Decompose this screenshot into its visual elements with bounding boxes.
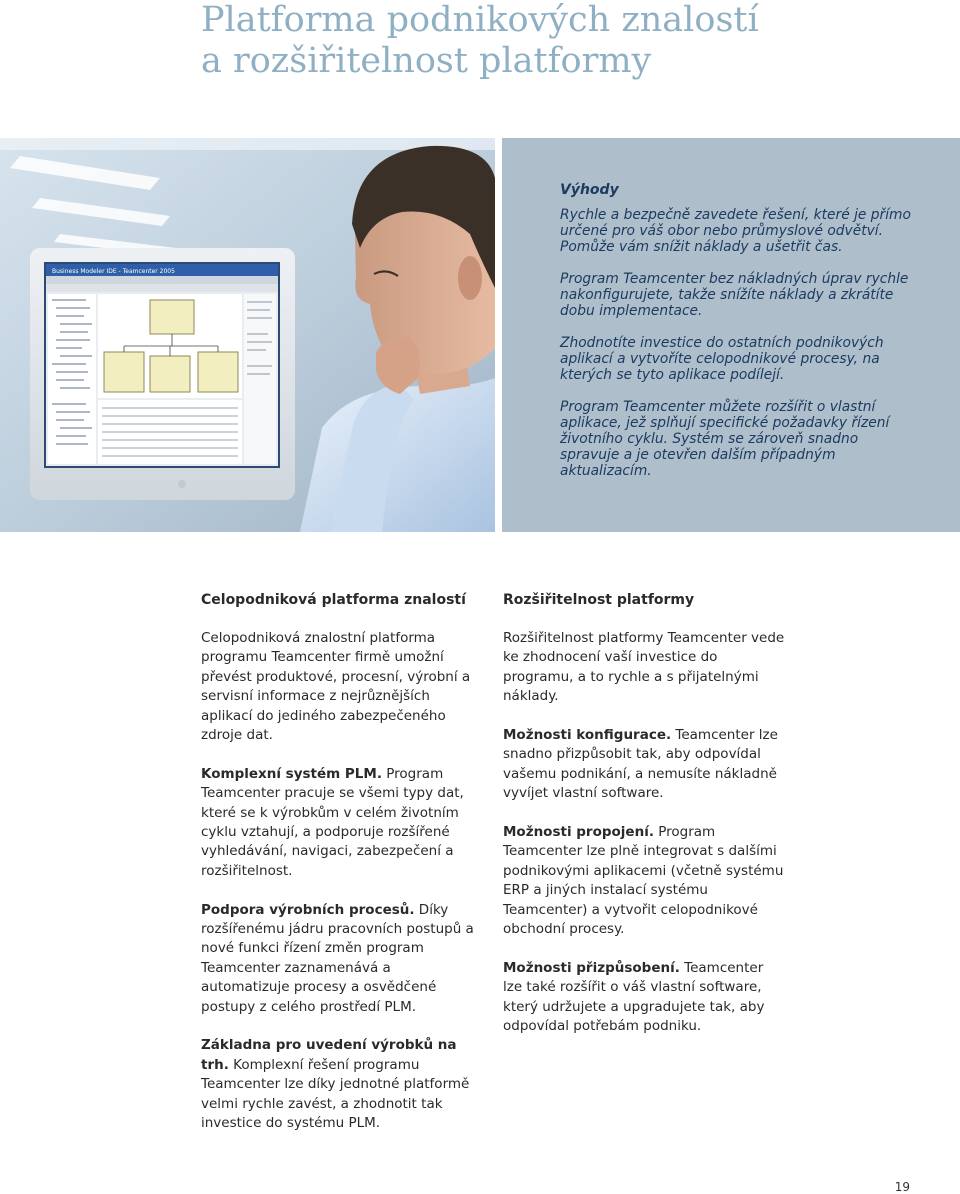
benefit-item: Rychle a bezpečně zavedete řešení, které je přímo určené pro váš obor nebo průmyslové odvětví. Pomůže vám snížit náklady a ušetřit čas. — [560, 207, 911, 255]
title-line-2: a rozšiřitelnost platformy — [201, 41, 652, 81]
paragraph-lead: Možnosti konfigurace. — [503, 727, 672, 744]
paragraph-lead: Komplexní systém PLM. — [201, 765, 382, 782]
office-photo — [0, 138, 495, 532]
paragraph-lead: Základna pro uvedení výrobků na trh. — [201, 1037, 457, 1073]
integration-paragraph — [503, 823, 785, 939]
paragraph-lead: Možnosti přizpůsobení. — [503, 959, 680, 976]
benefits-heading: Výhody — [560, 182, 619, 198]
benefit-item: Program Teamcenter bez nákladných úprav rychle nakonfigurujete, takže snížíte náklady a zkrátíte dobu implementace. — [560, 271, 909, 319]
paragraph-text: Program Teamcenter lze plně integrovat s dalšími podnikovými aplikacemi (včetně systému ERP a jiných instalací systému Teamcenter) a vytvořit celopodnikové obchodní procesy. — [503, 824, 784, 938]
page-number: 19 — [894, 1180, 910, 1194]
benefits-panel — [502, 138, 960, 532]
paragraph-lead: Podpora výrobních procesů. — [201, 901, 415, 918]
market-launch-paragraph — [201, 1036, 483, 1133]
knowledge-platform-intro: Celopodniková znalostní platforma programu Teamcenter firmě umožní převést produktové, procesní, výrobní a servisní informace z nejrůznějších aplikací do jediného zabezpečeného zdroje dat. — [201, 630, 471, 744]
knowledge-platform-column — [201, 590, 483, 1153]
paragraph-text: Díky rozšířenému jádru pracovních postupů a nové funkci řízení změn program Teamcenter zaznamenává a automatizuje procesy a osvědčené postupy z celého prostředí PLM. — [201, 901, 474, 1015]
extensibility-intro: Rozšiřitelnost platformy Teamcenter vede ke zhodnocení vaší investice do programu, a to rychle a s přijatelnými náklady. — [503, 630, 785, 705]
configuration-paragraph — [503, 726, 785, 804]
manufacturing-support-paragraph — [201, 901, 483, 1017]
benefit-item: Program Teamcenter můžete rozšířit o vlastní aplikace, jež splňují specifické požadavky řízení životního cyklu. Systém se zároveň snadno spravuje a je otevřen dalším případným aktualizacím. — [560, 399, 890, 479]
paragraph-text: Teamcenter lze také rozšířit o váš vlastní software, který udržujete a upgradujete tak, aby odpovídal potřebám podniku. — [503, 959, 765, 1035]
paragraph-lead: Možnosti propojení. — [503, 824, 654, 841]
paragraph-text: Komplexní řešení programu Teamcenter lze díky jednotné platformě velmi rychle zavést, a zhodnotit tak investice do systému PLM. — [201, 1056, 470, 1132]
benefit-item: Zhodnotíte investice do ostatních podnikových aplikací a vytvoříte celopodnikové procesy, na kterých se tyto aplikace podílejí. — [560, 335, 884, 383]
window-title: Business Modeler IDE - Teamcenter 2005 — [52, 268, 175, 275]
page-title — [201, 0, 901, 82]
customization-paragraph — [503, 959, 785, 1037]
extensibility-column — [503, 590, 785, 1056]
extensibility-heading: Rozšiřitelnost platformy — [503, 592, 695, 608]
paragraph-text: Program Teamcenter pracuje se všemi typy dat, které se k výrobkům v celém životním cyklu vztahují, a podporuje rozšířené vyhledávání, navigaci, zabezpečení a rozšiřitelnost. — [201, 765, 464, 879]
title-line-1: Platforma podnikových znalostí — [201, 0, 759, 40]
knowledge-platform-heading: Celopodniková platforma znalostí — [201, 592, 466, 608]
paragraph-text: Teamcenter lze snadno přizpůsobit tak, aby odpovídal vašemu podnikání, a nemusíte nákladně vyvíjet vlastní software. — [503, 727, 778, 802]
plm-system-paragraph — [201, 765, 483, 881]
